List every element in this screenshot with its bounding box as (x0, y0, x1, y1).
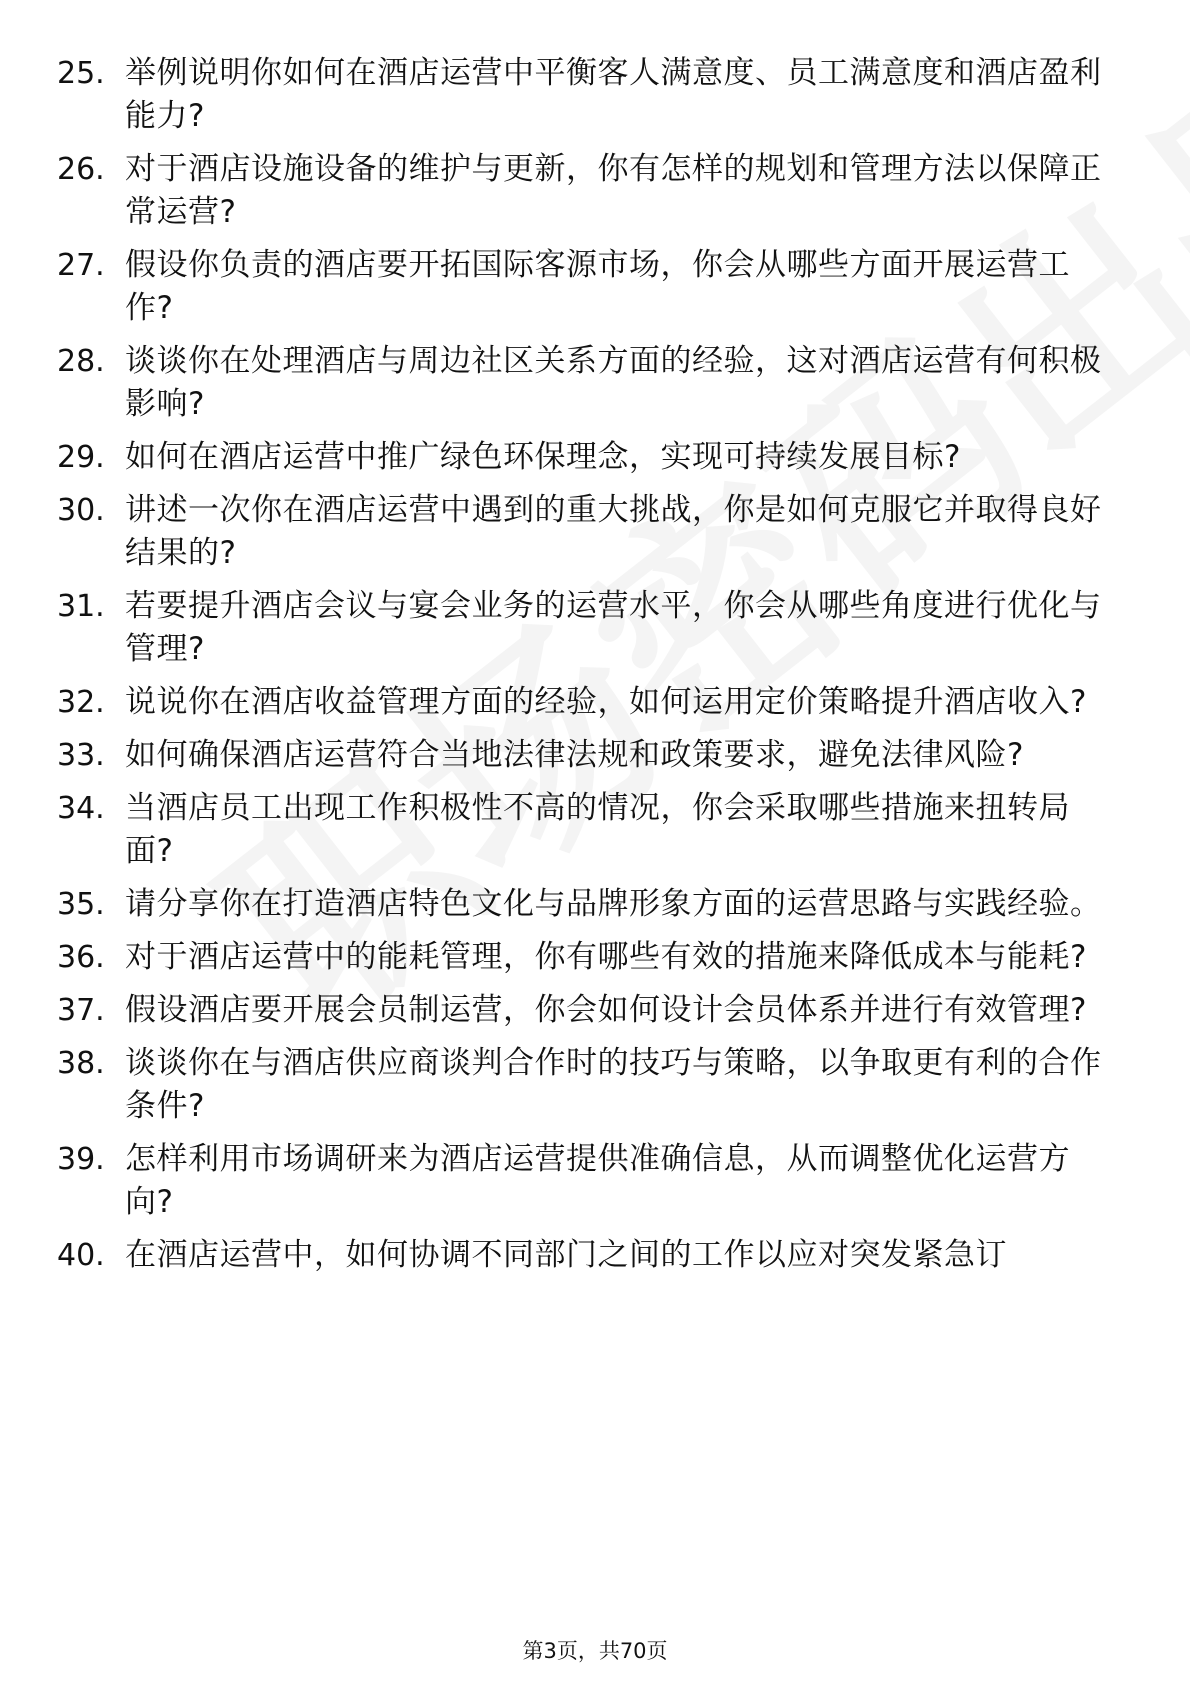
question-number: 36. (57, 940, 105, 975)
question-text: 假设酒店要开展会员制运营，你会如何设计会员体系并进行有效管理? (125, 992, 1087, 1028)
question-item (57, 1234, 1117, 1277)
question-number: 40. (57, 1238, 105, 1273)
question-text: 当酒店员工出现工作积极性不高的情况，你会采取哪些措施来扭转局面? (125, 790, 1070, 869)
question-text: 说说你在酒店收益管理方面的经验，如何运用定价策略提升酒店收入? (125, 684, 1087, 720)
question-item (57, 148, 1117, 234)
question-text: 讲述一次你在酒店运营中遇到的重大挑战，你是如何克服它并取得良好结果的? (125, 492, 1102, 571)
question-item (57, 681, 1117, 724)
question-text: 如何确保酒店运营符合当地法律法规和政策要求，避免法律风险? (125, 737, 1024, 773)
question-number: 28. (57, 344, 105, 379)
question-text: 对于酒店运营中的能耗管理，你有哪些有效的措施来降低成本与能耗? (125, 939, 1087, 975)
question-number: 30. (57, 493, 105, 528)
question-item (57, 244, 1117, 330)
question-text: 在酒店运营中，如何协调不同部门之间的工作以应对突发紧急订 (125, 1237, 1007, 1273)
question-number: 27. (57, 248, 105, 283)
question-number: 31. (57, 589, 105, 624)
question-item (57, 585, 1117, 671)
question-number: 35. (57, 887, 105, 922)
question-text: 若要提升酒店会议与宴会业务的运营水平，你会从哪些角度进行优化与管理? (125, 588, 1102, 667)
question-item (57, 1042, 1117, 1128)
question-number: 29. (57, 440, 105, 475)
question-item (57, 936, 1117, 979)
question-text: 如何在酒店运营中推广绿色环保理念，实现可持续发展目标? (125, 439, 961, 475)
question-number: 38. (57, 1046, 105, 1081)
question-number: 26. (57, 152, 105, 187)
page-footer: 第3页，共70页 (522, 1639, 668, 1663)
question-number: 37. (57, 993, 105, 1028)
question-text: 假设你负责的酒店要开拓国际客源市场，你会从哪些方面开展运营工作? (125, 247, 1070, 326)
question-item (57, 787, 1117, 873)
question-item (57, 989, 1117, 1032)
question-number: 39. (57, 1142, 105, 1177)
question-text: 谈谈你在与酒店供应商谈判合作时的技巧与策略，以争取更有利的合作条件? (125, 1045, 1102, 1124)
question-item (57, 1138, 1117, 1224)
question-item (57, 52, 1117, 138)
question-list (57, 52, 1117, 1287)
question-number: 25. (57, 56, 105, 91)
question-item (57, 883, 1117, 926)
question-item (57, 734, 1117, 777)
question-item (57, 436, 1117, 479)
question-text: 对于酒店设施设备的维护与更新，你有怎样的规划和管理方法以保障正常运营? (125, 151, 1102, 230)
question-number: 33. (57, 738, 105, 773)
question-text: 请分享你在打造酒店特色文化与品牌形象方面的运营思路与实践经验。 (125, 886, 1102, 922)
question-item (57, 489, 1117, 575)
question-item (57, 340, 1117, 426)
question-text: 怎样利用市场调研来为酒店运营提供准确信息，从而调整优化运营方向? (125, 1141, 1070, 1220)
question-text: 谈谈你在处理酒店与周边社区关系方面的经验，这对酒店运营有何积极影响? (125, 343, 1102, 422)
question-text: 举例说明你如何在酒店运营中平衡客人满意度、员工满意度和酒店盈利能力? (125, 55, 1102, 134)
question-number: 34. (57, 791, 105, 826)
question-number: 32. (57, 685, 105, 720)
